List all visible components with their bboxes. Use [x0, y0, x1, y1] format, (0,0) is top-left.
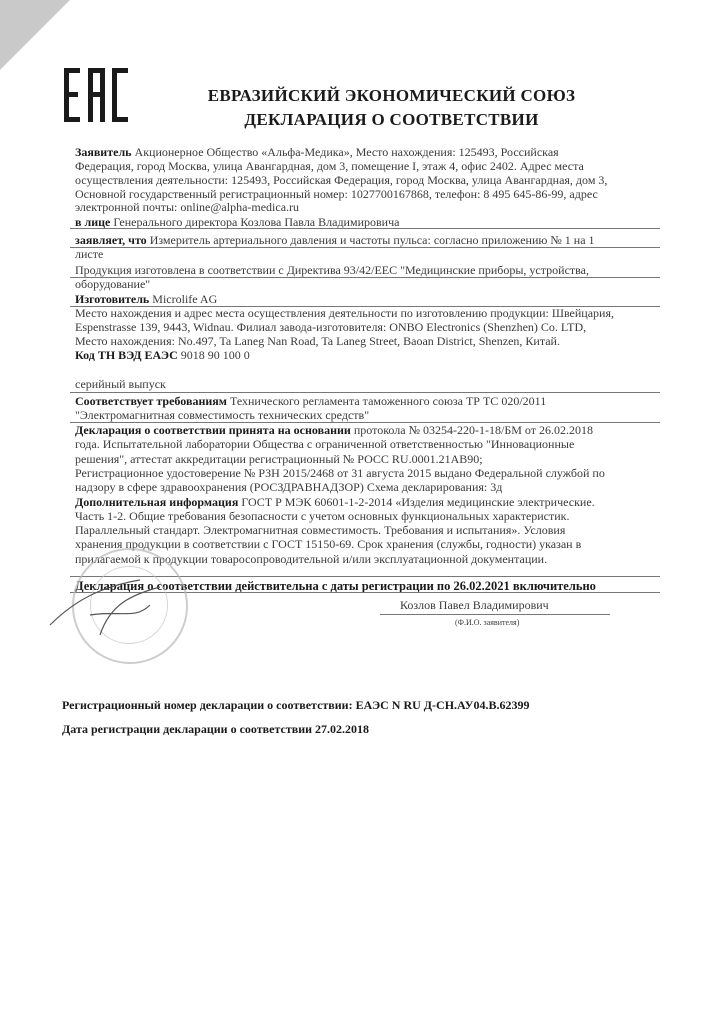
line-text: осуществления деятельности: 125493, Российская Федерация, город Москва, улица Авангардная, дом 3,	[75, 173, 608, 187]
line-text: Регистрационное удостоверение № РЗН 2015/2468 от 31 августа 2015 выдано Федеральной службой по	[75, 465, 605, 480]
declaration-line	[75, 321, 586, 334]
declaration-line	[75, 335, 560, 348]
line-text: серийный выпуск	[75, 377, 166, 391]
declaration-line	[75, 248, 103, 261]
line-text: электронной почты: online@alpha-medica.ru	[75, 200, 300, 214]
signature-line	[380, 614, 610, 615]
line-text: Продукция изготовлена в соответствии с Директива 93/42/ЕЕС "Медицинские приборы, устройства,	[75, 263, 589, 277]
declaration-line	[75, 524, 565, 537]
declaration-line	[75, 496, 595, 509]
declaration-line	[75, 234, 595, 247]
declaration-line	[75, 467, 605, 480]
declaration-line	[75, 201, 299, 214]
scan-corner	[0, 0, 70, 70]
line-text: надзору в сфере здравоохранения (РОСЗДРАВНАДЗОР) Схема декларирования: 3д	[75, 480, 503, 495]
divider	[70, 247, 660, 248]
declaration-line	[75, 174, 607, 187]
line-label: Декларация о соответствии принята на основании	[75, 423, 351, 437]
declaration-line	[75, 146, 559, 159]
line-label: Соответствует требованиям	[75, 394, 227, 408]
line-text: оборудование"	[75, 277, 151, 291]
line-text: Часть 1-2. Общие требования безопасности с учетом основных функциональных характеристик.	[75, 508, 570, 523]
registration-number: Регистрационный номер декларации о соответствии: ЕАЭС N RU Д-CH.АУ04.В.62399	[62, 698, 530, 712]
line-text: Технического регламента таможенного союза ТР ТС 020/2011	[226, 394, 547, 408]
declaration-line	[75, 438, 574, 451]
declaration-line	[75, 293, 217, 306]
line-text: прилагаемой к продукции товаросопроводительной и/или эксплуатационной документации.	[75, 551, 548, 566]
line-text: Основной государственный регистрационный номер: 1027700167868, телефон: 8 495 645-86-99, адрес	[75, 187, 598, 201]
line-text: 9018 90 100 0	[177, 348, 250, 362]
line-label: Код ТН ВЭД ЕАЭС	[75, 348, 178, 362]
line-text: Федерация, город Москва, улица Авангардная, дом 3, помещение I, этаж 4, офис 2402. Адрес места	[75, 159, 584, 173]
title-union: ЕВРАЗИЙСКИЙ ЭКОНОМИЧЕСКИЙ СОЮЗ	[207, 86, 576, 105]
line-label: Декларация о соответствии действительна с даты регистрации по 26.02.2021 включительно	[75, 579, 596, 593]
title-declaration: ДЕКЛАРАЦИЯ О СООТВЕТСТВИИ	[244, 110, 539, 129]
registration-date: Дата регистрации декларации о соответствии 27.02.2018	[62, 722, 370, 736]
declaration-line	[75, 481, 502, 494]
declaration-line	[75, 538, 581, 551]
line-text: Место нахождения: No.497, Ta Laneg Nan Road, Ta Laneg Street, Baoan District, Shenzen, Китай.	[75, 334, 560, 348]
declaration-line	[75, 409, 369, 422]
line-text: листе	[75, 247, 104, 261]
declaration-line	[75, 160, 584, 173]
line-label: Изготовитель	[75, 292, 150, 306]
divider	[70, 277, 660, 278]
handwritten-signature	[40, 575, 170, 645]
declaration-line	[75, 395, 546, 408]
line-text: "Электромагнитная совместимость технических средств"	[75, 408, 370, 422]
line-text: Параллельный стандарт. Электромагнитная совместимость. Требования и испытания». Условия	[75, 523, 566, 538]
line-text: Espenstrasse 139, 9443, Widnau. Филиал завода-изготовителя: ONBO Electronics (Shenzhen) Co. LTD,	[75, 320, 587, 334]
line-text: Место нахождения и адрес места осуществления деятельности по изготовлению продукции: Швейцария,	[75, 306, 614, 320]
line-text: Microlife AG	[149, 292, 218, 306]
declaration-line	[75, 453, 483, 466]
declaration-line	[75, 378, 166, 391]
line-label: в лице	[75, 215, 111, 229]
divider	[70, 306, 660, 307]
line-text: протокола № 03254-220-1-18/БМ от 26.02.2018	[350, 423, 593, 437]
signatory-caption: (Ф.И.О. заявителя)	[455, 618, 520, 627]
line-text: Акционерное Общество «Альфа-Медика», Место нахождения: 125493, Российская	[131, 145, 559, 159]
line-text: хранения продукции в соответствии с ГОСТ 15150-69. Срок хранения (службы, годности) указан в	[75, 537, 582, 552]
declaration-line	[75, 264, 589, 277]
divider	[70, 422, 660, 423]
declaration-line	[75, 278, 150, 291]
line-label: заявляет, что	[75, 233, 147, 247]
declaration-line	[75, 424, 593, 437]
divider	[70, 392, 660, 393]
line-text: ГОСТ Р МЭК 60601-1-2-2014 «Изделия медицинские электрические.	[238, 494, 595, 509]
line-text: решения", аттестат аккредитации регистрационный № РОСС RU.0001.21АВ90;	[75, 451, 483, 466]
signatory-name: Козлов Павел Владимирович	[400, 598, 549, 612]
line-text: Измеритель артериального давления и частоты пульса: согласно приложению № 1 на 1	[146, 233, 595, 247]
divider	[70, 228, 660, 229]
declaration-line	[75, 307, 614, 320]
line-text: Генерального директора Козлова Павла Владимировича	[110, 215, 400, 229]
declaration-line	[75, 510, 570, 523]
declaration-line	[75, 349, 250, 362]
line-text: года. Испытательной лаборатории Общества с ограниченной ответственностью "Инновационные	[75, 437, 575, 452]
line-label: Заявитель	[75, 145, 132, 159]
line-label: Дополнительная информация	[75, 494, 239, 509]
